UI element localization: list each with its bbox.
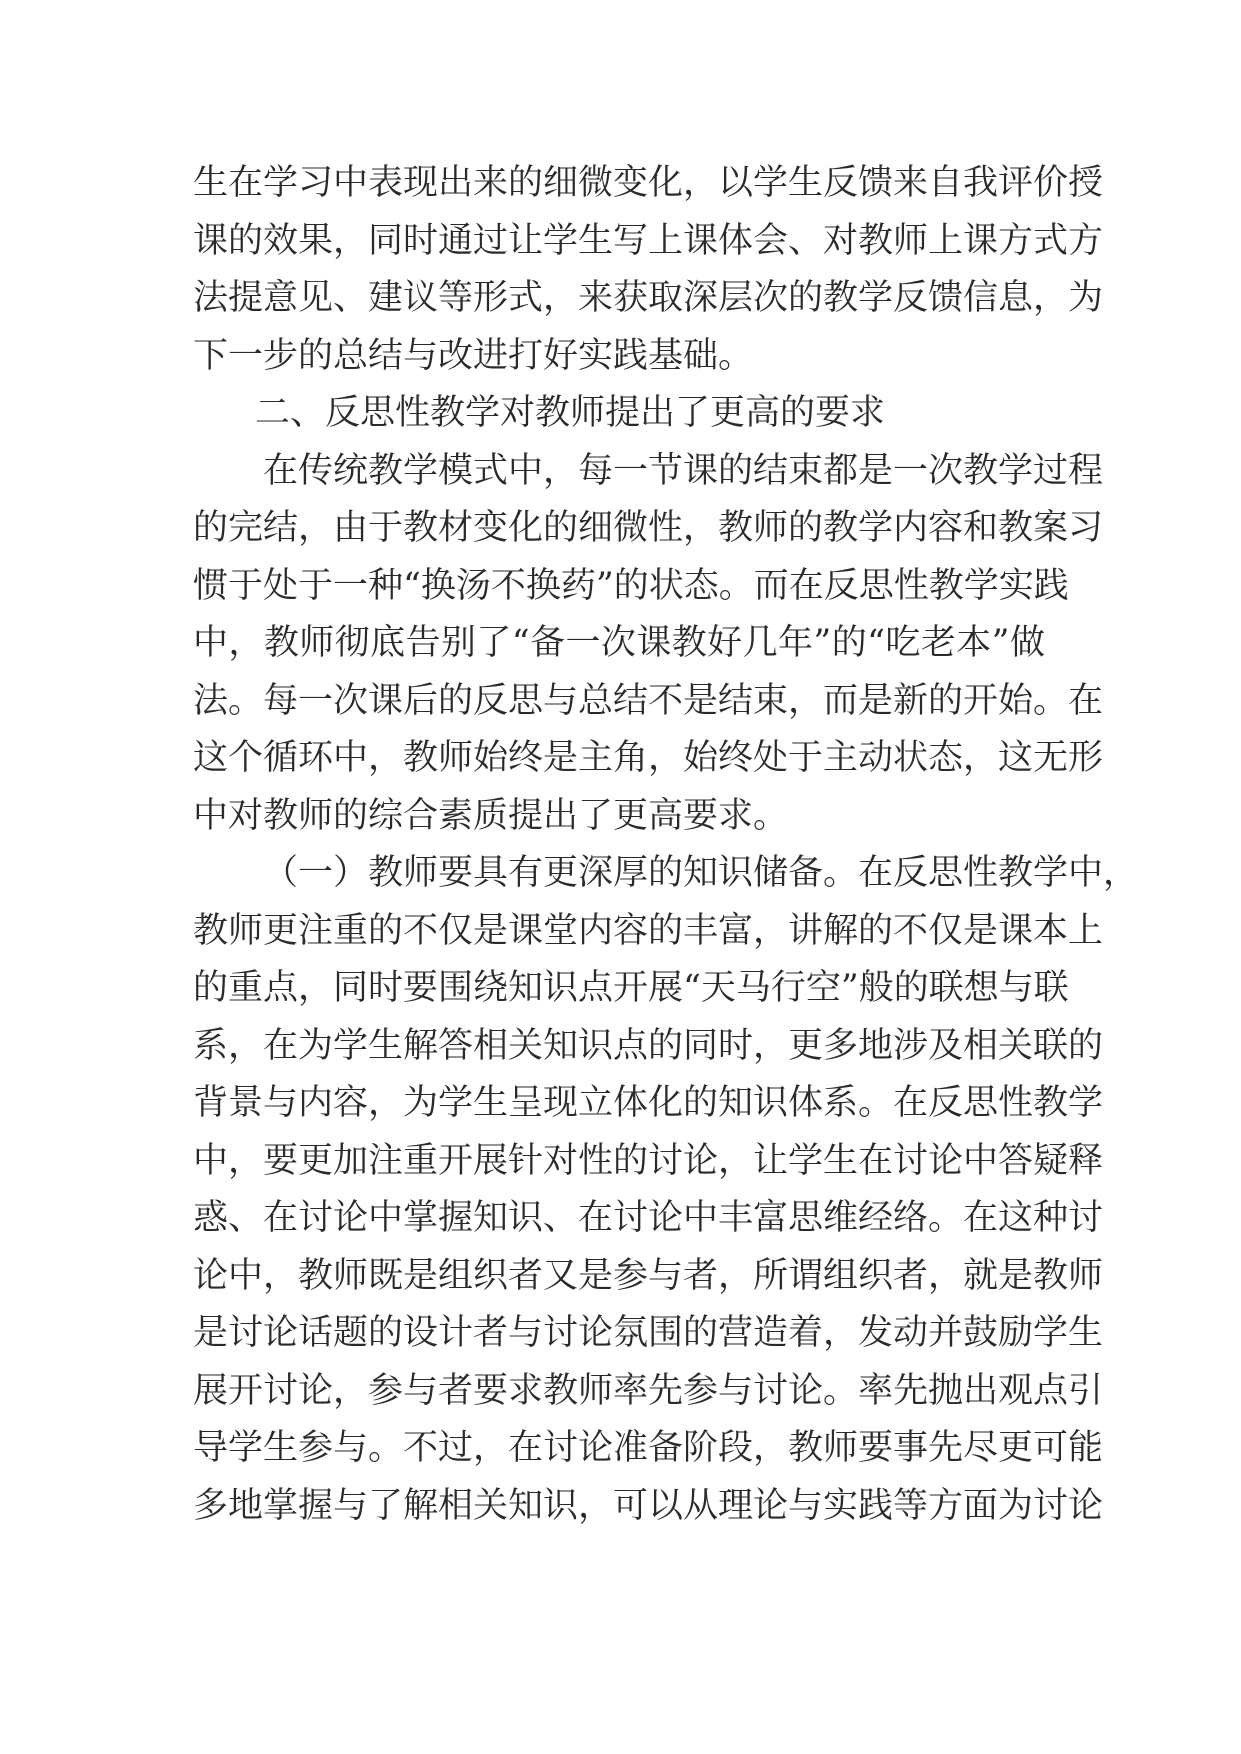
text-line: 背景与内容，为学生呈现立体化的知识体系。在反思性教学 — [193, 1083, 1104, 1123]
text-line: 课的效果，同时通过让学生写上课体会、对教师上课方式方 — [193, 220, 1104, 261]
text-line: 生在学习中表现出来的细微变化，以学生反馈来自我评价授 — [193, 163, 1104, 203]
text-line: 教师更注重的不仅是课堂内容的丰富，讲解的不仅是课本上 — [193, 910, 1104, 951]
text-line: 导学生参与。不过，在讨论准备阶段，教师要事先尽更可能 — [193, 1428, 1104, 1468]
text-line: 在传统教学模式中，每一节课的结束都是一次教学过程 — [263, 450, 1104, 491]
text-line: 是讨论话题的设计者与讨论氛围的营造着，发动并鼓励学生 — [193, 1313, 1104, 1353]
text-line: 惯于处于一种“换汤不换药”的状态。而在反思性教学实践 — [193, 565, 1069, 606]
text-line: 法。每一次课后的反思与总结不是结束，而是新的开始。在 — [193, 680, 1104, 721]
text-line: 惑、在讨论中掌握知识、在讨论中丰富思维经络。在这种讨 — [193, 1198, 1104, 1238]
paragraph-2 — [193, 443, 1104, 846]
text-line: 中，要更加注重开展针对性的讨论，让学生在讨论中答疑释 — [193, 1140, 1104, 1181]
text-line: 的完结，由于教材变化的细微性，教师的教学内容和教案习 — [193, 508, 1104, 548]
text-line: 这个循环中，教师始终是主角，始终处于主动状态，这无形 — [193, 738, 1104, 778]
text-line: 下一步的总结与改进打好实践基础。 — [193, 335, 754, 376]
section-heading — [193, 385, 1045, 443]
text-line: 法提意见、建议等形式，来获取深层次的教学反馈信息，为 — [193, 278, 1104, 318]
paragraph-3 — [193, 845, 1139, 1535]
text-line: （一）教师要具有更深厚的知识储备。在反思性教学中， — [263, 853, 1139, 893]
text-line: 论中，教师既是组织者又是参与者，所谓组织者，就是教师 — [193, 1255, 1104, 1296]
text-line: 的重点，同时要围绕知识点开展“天马行空”般的联想与联 — [193, 968, 1069, 1008]
section-heading-text: 二、反思性教学对教师提出了更高的要求 — [255, 393, 886, 433]
text-line: 系，在为学生解答相关知识点的同时，更多地涉及相关联的 — [193, 1025, 1104, 1066]
text-line: 展开讨论，参与者要求教师率先参与讨论。率先抛出观点引 — [193, 1370, 1104, 1411]
document-body — [193, 155, 1139, 1535]
text-line: 多地掌握与了解相关知识，可以从理论与实践等方面为讨论 — [193, 1485, 1104, 1526]
paragraph-1 — [193, 155, 1104, 385]
text-line: 中对教师的综合素质提出了更高要求。 — [193, 795, 789, 836]
text-line: 中，教师彻底告别了“备一次课教好几年”的“吃老本”做 — [193, 623, 1045, 663]
